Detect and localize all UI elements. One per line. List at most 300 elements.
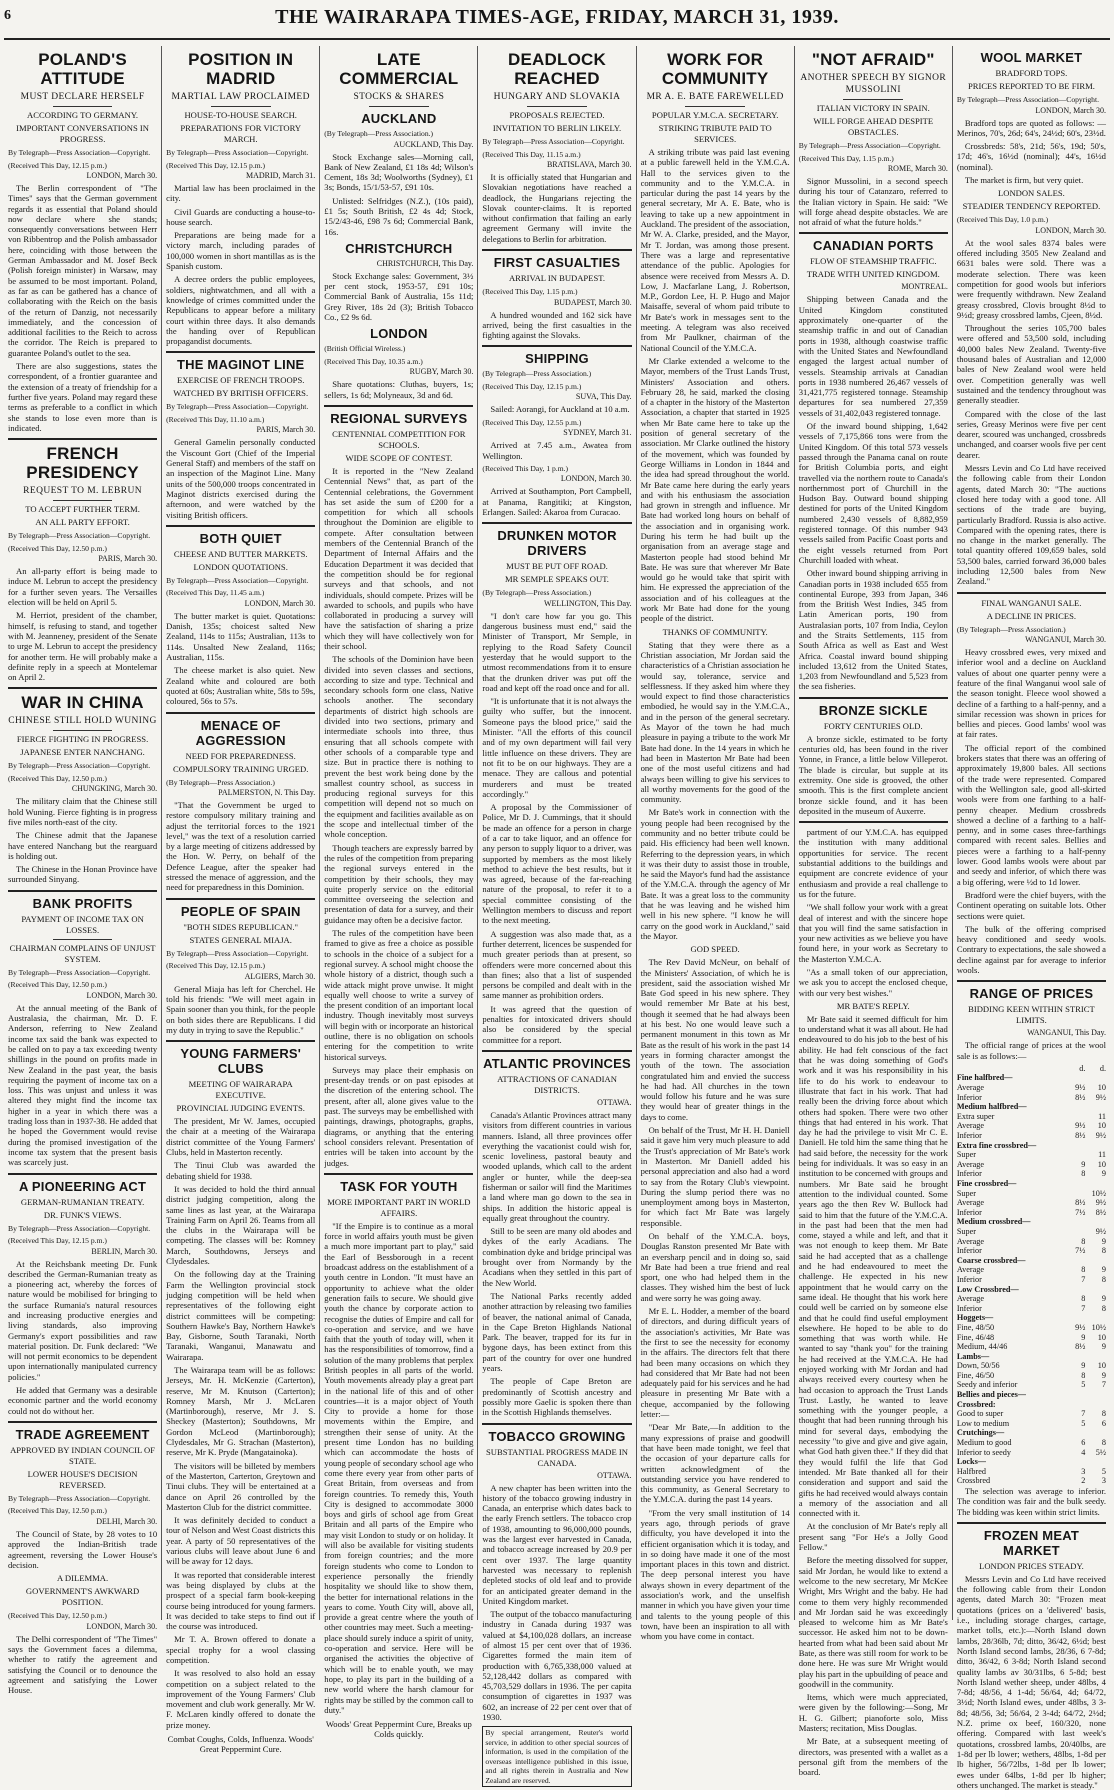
- paragraph: It was reported that considerable interest was being displayed by clubs at the prospect of a special farm book-keeping course being introduced for young farmers. It was decided to take steps to find out if the course was introduced.: [166, 1569, 316, 1632]
- received-time: (Received This Day, 12.15 p.m.): [8, 160, 107, 170]
- subheading: A DILEMMA.: [57, 1573, 109, 1584]
- paragraph: "Dear Mr Bate,—In addition to the many expressions of praise and goodwill that have been made tonight, we feel that the occasion of your departure calls for written acknowledgment of the outstanding service you have rendered to this community, as General Secretary to the Y.M.C.A. during the past 14 years.: [640, 1422, 790, 1505]
- section-heading: CHRISTCHURCH: [345, 240, 453, 256]
- price-cell: [1071, 1428, 1086, 1438]
- subheading: MR SEMPLE SPEAKS OUT.: [505, 574, 609, 585]
- newspaper-page: [4, 4, 1110, 1790]
- table-row: [957, 1457, 1106, 1467]
- section-heading: THANKS OF COMMUNITY.: [662, 626, 768, 637]
- wire-credit: By Telegraph—Press Association—Copyright.: [166, 948, 309, 958]
- table-row: [957, 1160, 1106, 1170]
- subheading: HOUSE-TO-HOUSE SEARCH.: [184, 110, 297, 120]
- wire-credit: By Telegraph—Press Association—Copyright.: [482, 137, 625, 146]
- subheading: APPROVED BY INDIAN COUNCIL OF STATE.: [10, 1444, 156, 1466]
- headline: TOBACCO GROWING: [488, 1428, 626, 1444]
- paragraph: An all-party effort is being made to induce M. Lebrun to accept the presidency for a further seven years. The Versailles election will be held on April 5.: [8, 566, 158, 608]
- article-maginot-line: [166, 357, 315, 519]
- section-heading: LONDON SALES.: [997, 188, 1065, 199]
- newspaper-title: THE WAIRARAPA TIMES-AGE, FRIDAY, MARCH 31, 1939.: [275, 6, 839, 28]
- price-cell: [1085, 1179, 1106, 1189]
- article-separator: [324, 405, 473, 407]
- subheading: DR. FUNK'S VIEWS.: [43, 1209, 122, 1220]
- price-cell: [1071, 1256, 1086, 1266]
- advertisement: Woods' Great Peppermint Cure, Breaks up Colds quickly.: [325, 1719, 472, 1740]
- price-cell: 5: [1081, 1380, 1086, 1390]
- headline: TASK FOR YOUTH: [340, 1178, 458, 1194]
- divider: [53, 500, 113, 501]
- price-cell: 8½: [1075, 1198, 1086, 1208]
- grade-label: Bellies and pieces—: [956, 1390, 1026, 1400]
- grade-label: Average: [956, 1159, 984, 1169]
- grade-label: Inferior: [956, 1092, 982, 1102]
- received-time: (Received This Day, 1.0 p.m.): [956, 215, 1049, 225]
- paragraph: The Council of State, by 28 votes to 10 approved the Indian-British trade agreement, reversing the Lower House's decision.: [8, 1528, 158, 1570]
- masthead: [4, 4, 1110, 40]
- subheading: STRIKING TRIBUTE PAID TO SERVICES.: [658, 123, 772, 144]
- price-cell: 8½: [1075, 1131, 1086, 1141]
- received-time: (Received This Day, 12.15 p.m.): [8, 1236, 107, 1246]
- table-row: [957, 1150, 1106, 1160]
- table-row: [957, 1093, 1106, 1103]
- received-time: (Received This Day, 1 p.m.): [482, 463, 569, 473]
- price-cell: 3: [1101, 1476, 1106, 1486]
- dateline: LONDON, March 30.: [86, 171, 158, 180]
- paragraph: Mr Bate, at a subsequent meeting of directors, was presented with a wallet as a personal gift from the members of the board.: [798, 1736, 948, 1778]
- subheading: STEADIER TENDENCY REPORTED.: [962, 201, 1101, 212]
- subheading: BRADFORD TOPS.: [995, 68, 1068, 78]
- dateline: BUDAPEST, March 30.: [553, 297, 632, 307]
- subheading: STOCKS & SHARES: [353, 92, 445, 102]
- price-cell: 6: [1081, 1438, 1086, 1448]
- paragraph: Messrs Levin and Co Ltd have received the following cable from their London agents, dated March 30: "The auctions closed here today with a good tone. All sections of the trade are buying, particularly Bradford. Russia is also active. Compared with the opening rates, there is no change in the market generally. The total quantity offered 109,659 bales, sold 53,500 bales, carried forward 36,000 bales including 12,500 bales from New Zealand.": [956, 463, 1106, 587]
- dateline: LONDON, March 30.: [86, 1621, 158, 1631]
- received-time: (Received This Day, 11.45 a.m.): [166, 588, 265, 598]
- price-cell: [1071, 1179, 1086, 1189]
- price-cell: [1071, 1150, 1086, 1160]
- paragraph: "As a small token of our appreciation, we ask you to accept the enclosed cheque, with our very best wishes.": [798, 967, 948, 998]
- article-war-in-china: [8, 693, 157, 884]
- column-2: [162, 46, 320, 1755]
- paragraph: Canada's Atlantic Provinces attract many visitors from different countries in various manners. Island, all three provinces offer everything the vacationist could wish for, scenic loveliness, pastoral beauty and wooded uplands, which call to the ardent angler or hunter, while the deep-sea fisherman or sailor will find the Maritimes a land where man go down to the sea in ships. In addition the historic appeal is equally great throughout the country.: [482, 1109, 632, 1223]
- subheading: CHINESE STILL HOLD WUNING: [8, 716, 157, 727]
- paragraph: Bradford tops are quoted as follows: —Merinos, 70's, 26d; 64's, 24½d; 60's, 23½d.: [956, 117, 1106, 138]
- received-time: (Received This Day, 12.50 p.m.): [8, 543, 107, 553]
- table-row: [957, 1419, 1106, 1429]
- subheading: INVITATION TO BERLIN LIKELY.: [492, 123, 622, 133]
- paragraph: On the following day at the Training Farm the Wellington provincial stock judging competition will be held when representatives of the following eight district committees will be competing: Southern Hawke's Bay, Northern Hawke's Bay, Gisborne, South Taranaki, North Taranaki, Wanganui, Manawatu and Wairarapa.: [166, 1269, 316, 1362]
- paragraph: "I don't care how far you go. This dangerous business must end," said the Minister of Transport, Mr Semple, in replying to the Road Safety Council yesterday that he would support to the utmost recommendations from it to ensure that the drunken driver was put off the road and kept off the road once and for all.: [482, 610, 632, 693]
- grade-label: Fine, 46/50: [956, 1370, 995, 1380]
- price-cell: 9: [1101, 1236, 1106, 1246]
- table-row: [957, 1428, 1106, 1438]
- paragraph: Mr Bate said it seemed difficult for him to understand what it was all about. He had endeavoured to do his job to the best of his ability. He had felt conscious of the fact that he was doing something of God's work and it was his responsibility in his life to do his work to endeavour to illustrate that fact in his work. That had really been the driving force about which others had spoken. There were two other things that had entered in his work. That day he had the privilege to visit Mr C. E. Daniell. He told him the same thing that he had said before, the necessity for the work being for individuals. It was so easy in an institution to be concerned with groups and numbers. Mr Bate said he brought attention to the individual counted. Some years ago the then Rev W. Bullock had said to him that the future of the Y.M.C.A. in the past had been that the men had come, stayed a while and left, and that it was not enough to keep them. Mr Bate said he had accepted that as a challenge and he had endeavoured to meet the challenge. He expected in his new appointment that he would carry on the same ideal. He thought that his work here could well be carried on by someone else and that he could find useful employment elsewhere. He hoped to be able to do something that was worth while. He wanted to say "thank you" for the training he had received at the Y.M.C.A. He had enjoyed working with Mr Jordan and had always received every courtesy when he had occasion to approach the Trust Lands Trust. Lastly, he wanted to leave something with the younger people, a thought that had been running through his mind for several days, embodying the necessity "to give and give and give again, what God hath given thee." If they did that they would fulfil the life that God intended. Mr Bate thanked all for their consideration and support and said the gifts he had received would always contain a memory of the association and all connected with it.: [798, 1013, 948, 1519]
- price-cell: 9: [1081, 1361, 1086, 1371]
- table-row: [957, 1179, 1106, 1189]
- article-shipping: [482, 351, 631, 517]
- subheading: LONDON PRICES STEADY.: [979, 1560, 1084, 1571]
- paragraph: The Chinese in the Honan Province have surrounded Sinyang.: [8, 864, 158, 885]
- price-cell: 9½: [1095, 1198, 1106, 1208]
- grade-label: Low to medium: [956, 1418, 1010, 1428]
- table-row: [957, 1102, 1106, 1112]
- paragraph: Mr Bate's work in connection with the young people had been recognised by the community and no better tribute could be paid. His efficiency had been well known. Referring to the depression years, in which it was their duty to assist those in trouble, he said the Mayor's fund had the assistance of the Y.M.C.A. through the agency of Mr Bate. It was a great loss to the community that he was leaving and he wished him well in his new sphere. "I know he will carry on the good work in Auckland," said the Mayor.: [640, 807, 790, 941]
- grade-label: Crutchings—: [956, 1428, 1005, 1438]
- dateline: PARIS, March 30.: [98, 554, 158, 564]
- article-menace-of-aggression: [166, 718, 315, 893]
- paragraph: The Delhi correspondent of "The Times" says the Government faces a dilemma, whether to ratify the agreement and satisfying the Council or to denounce the agreement and satisfying the Lower House.: [8, 1633, 158, 1696]
- dateline: MADRID, March 31.: [245, 171, 316, 180]
- price-cell: 10: [1097, 1361, 1106, 1371]
- table-row: [957, 1294, 1106, 1304]
- wire-credit: By Telegraph—Press Association—Copyright.: [8, 1223, 151, 1233]
- article-separator: [482, 1050, 631, 1052]
- paragraph: Share quotations: Cluthas, buyers, 1s; sellers, 1s 6d; Molyneaux, 3d and 6d.: [324, 379, 474, 400]
- table-row: [957, 1409, 1106, 1419]
- headline: THE MAGINOT LINE: [177, 357, 305, 373]
- price-cell: 7½: [1075, 1207, 1086, 1217]
- table-row: [957, 1304, 1106, 1314]
- price-cell: 7: [1081, 1303, 1086, 1313]
- received-time: (Received This Day, 11.15 a.m.): [482, 149, 581, 159]
- grade-label: Low Crossbred—: [956, 1284, 1019, 1294]
- paragraph: A striking tribute was paid last evening at a public farewell held in the Y.M.C.A. Hall to the services given to the community and to the Y.M.C.A. in particular during the past 14 years by the general secretary, Mr A. E. Bate, who is leaving to take up a new appointment in Auckland. The president of the association, Mr W. A. Clarke, presided, and the Mayor, Mr T. Jordan, was among those present. There was a large and representative attendance of the public. Apologies for absence were received from Messrs A. D. Low, J. Macfarlane Lang, J. Robertson, M.P., Gordon Lee, H. P. Hugo and Major Maisaffe, several of whom paid tribute to Mr Bate's work in messages sent to the meeting. A telegram was also received from Mr Paulkner, chairman of the National Council of the Y.M.C.A.: [640, 147, 790, 353]
- paragraph: "It is unfortunate that it is not always the guilty who suffer, but the innocent. Someone pays the blood price," said the Minister. "All the efforts of this council and of my own department will fail very little influence on these drivers. They are not fit to be on our highways. They are a menace. They are callous and potential murderers and must be treated accordingly.": [482, 696, 632, 799]
- grade-label: Inferior: [956, 1303, 982, 1313]
- advertisement: Combat Coughs, Colds, Influenza. Woods' Great Peppermint Cure.: [167, 1734, 314, 1755]
- grade-label: Super: [956, 1188, 976, 1198]
- price-cell: 8½: [1095, 1207, 1106, 1217]
- grade-label: Fine crossbred—: [956, 1179, 1017, 1188]
- price-cell: 8: [1101, 1246, 1106, 1256]
- section-heading: FINAL WANGANUI SALE.: [981, 597, 1082, 608]
- subheading: CHAIRMAN COMPLAINS OF UNJUST SYSTEM.: [9, 942, 156, 964]
- price-cell: 3: [1081, 1466, 1086, 1476]
- paragraph: The Chinese admit that the Japanese have entered Nanchang but the rearguard is holding out.: [8, 830, 158, 861]
- paragraph: "From the very small institution of 14 years ago, through periods of grave difficulty, you have developed it into the efficient organisation which it is today, and in so doing have made it one of the most important places in this town and district. The deep personal interest you have always shown in every department of the association's work, and the unselfish manner in which you have given your time and talents to the young people of this town, have been an inspiration to all with whom you have come in contact.: [640, 1507, 790, 1642]
- article-task-for-youth: [324, 1179, 473, 1740]
- paragraph: "If the Empire is to continue as a moral force in world affairs youth must be given a much more important part to play," said the Earl of Bessborough in a recent broadcast address on the establishment of a youth centre in London. "It must have an opportunity to achieve what the older generation fails to secure. We should give youth the chance by corporate action to recognise the duties of Empire and call for co-operation and service, and we have faith that the youth of today will, when it has the responsibilities of tomorrow, find a solution of the many problems that perplex British peoples in all parts of the world. Youth movements already play a great part in the national life of this and of other countries—it is a major object of Youth City to provide a home for those movements within the Empire, and strengthen their sense of unity. At the present time London has no building which can accommodate the hosts of young people of secondary school age who come there every year from other parts of Great Britain, from overseas and from foreign countries. To remedy this, Youth City is designed to accommodate 3000 boys and girls of school age from Great Britain and all parts of the Empire who may visit London to study or on holiday. It will also be available for visiting students from foreign countries; and the more foreign students who come to London to experience personally the friendly hospitality we should like to show them, the better for international relations in the years to come. Youth City will, above all, provide a great centre where the youth of other countries may meet. Such a meeting-place should surely induce a spirit of unity, co-operation and service. Here will be organised the activities the objective of which will be to enable youth, we may hope, to play its part in the building of a new world where the harsh clamour for rights may be stilled by the common call to duty.": [324, 1220, 474, 1715]
- price-cell: 10½: [1091, 1322, 1106, 1332]
- paragraph: The cheese market is also quiet. New Zealand white and coloured are both quoted at 60s; Australian white, 58s to 59s, coloured, 56s to 57s.: [166, 665, 316, 707]
- wire-credit: By Telegraph—Press Association—Copyright.: [8, 1493, 151, 1503]
- paragraph: Mr E. L. Hodder, a member of the board of directors, and during difficult years of the association's activities, Mr Bate was the first to see the necessity for economy in the affairs. The directors felt that there had been many occasions on which they had considered that Mr Bate had not been adequately paid for his services and he had pleasure in presenting Mr Bate with a cheque, accompanied by the following letter:—: [640, 1306, 790, 1420]
- table-row: [957, 1256, 1106, 1266]
- paragraph: Mr T. A. Brown offered to donate a special trophy for a wool classing competition.: [166, 1634, 316, 1665]
- grade-label: Down, 50/56: [956, 1361, 1000, 1371]
- price-cell: [1085, 1141, 1106, 1151]
- article-separator: [482, 249, 631, 251]
- received-time: (Received This Day, 12.50 p.m.): [8, 1611, 107, 1621]
- subheading: ANOTHER SPEECH BY SIGNOR MUSSOLINI: [800, 73, 947, 95]
- article-bronze-sickle: [799, 703, 948, 816]
- price-cell: [1071, 1217, 1086, 1227]
- paragraph: The bulk of the offering comprised heavy conditioned and seedy wools. Contrary to expectations, the sale showed a decline against par for average to inferior wools.: [956, 923, 1106, 975]
- received-time: (Received This Day, 12.15 p.m.): [482, 381, 582, 391]
- table-row: [957, 1275, 1106, 1285]
- grade-label: Average: [956, 1121, 984, 1131]
- wire-credit: By Telegraph—Press Association—Copyright.: [8, 148, 151, 157]
- divider: [685, 106, 745, 107]
- price-cell: 10: [1097, 1159, 1106, 1169]
- article-both-quiet: [166, 531, 315, 707]
- price-cell: 8: [1101, 1274, 1106, 1284]
- headline: A PIONEERING ACT: [18, 1178, 147, 1194]
- table-row: [957, 1198, 1106, 1208]
- headline: MENACE OF AGGRESSION: [195, 717, 286, 748]
- table-row: [957, 1141, 1106, 1151]
- price-cell: [1085, 1102, 1106, 1112]
- subheading: HUNGARY AND SLOVAKIA: [493, 92, 621, 102]
- grade-label: Fine, 48/50: [956, 1322, 995, 1332]
- wire-credit: By Telegraph—Press Association—Copyright.: [8, 761, 151, 771]
- article-people-of-spain: [166, 904, 315, 1035]
- paragraph: A new chapter has been written into the history of the tobacco growing industry in Canada, an enterprise which dates back to the early French settlers. The tobacco crop of 1938, amounting to 96,000,000 pounds, was the largest ever harvested in Canada, and tobacco acreage increased by 20.9 per cent over 1937. The large quantity harvested was necessary to replenish depleted stocks of old leaf and to provide for an anticipated greater demand in the United Kingdom market.: [482, 1482, 632, 1606]
- dateline: LONDON, March 30.: [1035, 225, 1106, 235]
- subheading: MEETING OF WAIRARAPA EXECUTIVE.: [188, 1079, 293, 1101]
- received-time: (Received This Day, 12.50 p.m.): [8, 980, 107, 990]
- article-separator: [8, 890, 157, 892]
- table-row: [957, 1333, 1106, 1343]
- columns: [4, 46, 1110, 1790]
- grade-label: Inferior: [956, 1131, 982, 1141]
- subheading: PROVINCIAL JUDGING EVENTS.: [176, 1103, 305, 1114]
- article-wool-market: [957, 50, 1106, 185]
- paragraph: Arrived at 7.45 a.m., Awatea from Wellington.: [482, 440, 632, 461]
- grade-label: Crossbred: [956, 1476, 991, 1486]
- price-cell: [1071, 1141, 1086, 1151]
- received-time: (Received This Day, 12.15 p.m.): [166, 160, 266, 170]
- subheading: LOWER HOUSE'S DECISION REVERSED.: [27, 1468, 138, 1490]
- article-separator: [482, 522, 631, 524]
- price-cell: [1071, 1189, 1086, 1199]
- subheading: FLOW OF STEAMSHIP TRAFFIC.: [810, 256, 937, 267]
- subheading: WATCHED BY BRITISH OFFICERS.: [173, 388, 309, 399]
- table-row: [957, 1361, 1106, 1371]
- price-cell: 9½: [1075, 1322, 1086, 1332]
- price-cell: 10: [1097, 1083, 1106, 1093]
- table-row: [957, 1217, 1106, 1227]
- grade-label: Fine, 46/48: [956, 1332, 995, 1342]
- grade-label: Medium, 44/46: [956, 1342, 1008, 1352]
- headline: WORK FOR COMMUNITY: [661, 50, 769, 88]
- article-atlantic-provinces: [482, 1056, 631, 1418]
- article-trade-agreement: [8, 1427, 157, 1695]
- subheading: TO ACCEPT FURTHER TERM.: [25, 504, 140, 515]
- table-row: [957, 1121, 1106, 1131]
- unit-header: d.: [1099, 1063, 1106, 1073]
- headline: REGIONAL SURVEYS: [330, 410, 468, 426]
- article-deadlock-reached: [482, 50, 631, 244]
- headline: DEADLOCK REACHED: [508, 50, 606, 88]
- subheading: EXERCISE OF FRENCH TROOPS.: [177, 375, 305, 386]
- price-cell: 10½: [1091, 1188, 1106, 1198]
- price-cell: [1071, 1102, 1086, 1112]
- dateline: RUGBY, March 30.: [409, 367, 474, 377]
- grade-label: Extra fine crossbred—: [956, 1140, 1037, 1150]
- article-separator: [8, 1173, 157, 1175]
- article-position-in-madrid: [166, 50, 315, 346]
- price-cell: 9½: [1095, 1226, 1106, 1236]
- subheading: PRICES REPORTED TO BE FIRM.: [967, 81, 1095, 91]
- article-range-of-prices: [957, 986, 1106, 1517]
- paragraph: It was decided to hold the third annual district judging competition, along the same lines as last year, at the Wairarapa Training Farm on April 26. Teams from all the clubs in the Wairarapa will be competing. The classes will be: Romney March, Southdowns, Jerseys and Clydesdales.: [166, 1183, 316, 1267]
- article-separator: [799, 697, 948, 699]
- reuters-notice: By special arrangement, Reuter's world service, in addition to other special sources of information, is used in the compilation of the overseas intelligence published in this issue, and all rights therein in Australia and New Zealand are reserved.: [482, 1726, 631, 1787]
- paragraph: General Miaja has left for Cherchel. He told his friends: "We will meet again in Spain sooner than you think, for the people on both sides there are Republicans. I did my duty in trying to save the Republic.": [166, 983, 316, 1035]
- table-row: [957, 1265, 1106, 1275]
- price-cell: [1085, 1457, 1106, 1467]
- table-row: [957, 1112, 1106, 1122]
- column-4: [478, 46, 636, 1785]
- subheading: "BOTH SIDES REPUBLICAN.": [183, 921, 299, 932]
- price-cell: 8: [1101, 1409, 1106, 1419]
- column-3: [320, 46, 478, 1740]
- paragraph: The Berlin correspondent of "The Times" says that the German government regards it as essential that Poland should now declare where she stands; consequently conversations between Herr von Ribbentrop and the Polish ambassador here, coinciding with those between the German Ambassador and M. Josef Beck (Polish foreign minister) in Warsaw, may be assumed to be most important. Poland, as far as can be gathered has a chance of collaborating with the Reich on the basis of the return of Danzig, not necessarily immediately, and the concession of additional facilities to the Reich to across the corridor. The Reich is prepared to guarantee Poland's outlet to the sea.: [8, 183, 158, 358]
- dateline: PALMERSTON, N. This Day.: [218, 788, 316, 797]
- article-late-commercial: [324, 50, 473, 400]
- price-cell: 7: [1081, 1274, 1086, 1284]
- grade-label: Average: [956, 1265, 984, 1275]
- subheading: SUBSTANTIAL PROGRESS MADE IN CANADA.: [485, 1446, 628, 1468]
- subheading: JAPANESE ENTER NANCHANG.: [20, 747, 145, 758]
- article-separator: [166, 898, 315, 900]
- paragraph: Throughout the series 105,700 bales were offered and 53,500 sold, including 40,000 bales New Zealand. Twenty-five thousand bales of Australian and 12,000 bales of New Zealand wool were held over. Competition generally was well sustained and the tendency throughout was generally steadier.: [956, 323, 1106, 406]
- price-cell: 9: [1081, 1159, 1086, 1169]
- dateline: SUVA, This Day.: [575, 392, 632, 402]
- paragraph: It was definitely decided to conduct a tour of Nelson and West Coast districts this year. A party of 50 representatives of the various clubs will leave about June 6 and will be away for 12 days.: [166, 1515, 316, 1567]
- table-row: [957, 1083, 1106, 1093]
- table-row: [957, 1313, 1106, 1323]
- table-row: [957, 1371, 1106, 1381]
- article-separator: [8, 1421, 157, 1423]
- received-time: (Received This Day, 10.35 a.m.): [324, 356, 423, 366]
- paragraph: The Wairarapa team will be as follows: Jerseys, Mr. H. McKenzie (Carterton), reserve, Mr M. Knutson (Carterton); Romney Marsh, Mr J. McLaren (Martinborough), reserve, Mr J. S. Sheckey (Masterton); Southdowns, Mr Gordon McLeod (Martinborough); Clydesdales, Mr G. Strachan (Masterton), reserve, Mr K. Pryde (Mangatainoka).: [166, 1364, 316, 1458]
- received-time: (Received This Day, 12.50 p.m.): [8, 773, 107, 783]
- grade-label: Extra super: [956, 1111, 995, 1121]
- table-row: [957, 1323, 1106, 1333]
- grade-label: Hoggets—: [956, 1313, 994, 1323]
- price-cell: 2: [1081, 1476, 1086, 1486]
- received-time: (Received This Day, 1.15 p.m.): [798, 153, 894, 163]
- grade-label: Average: [956, 1083, 984, 1093]
- subheading: PAYMENT OF INCOME TAX ON LOSSES.: [21, 913, 144, 935]
- price-cell: 9: [1101, 1294, 1106, 1304]
- table-row: [957, 1285, 1106, 1295]
- article-drunken-motor-drivers: [482, 528, 631, 1045]
- article-canadian-ports: [799, 238, 948, 691]
- grade-label: Average: [956, 1198, 984, 1208]
- headline: BRONZE SICKLE: [818, 702, 928, 718]
- price-cell: [1071, 1073, 1086, 1083]
- dateline: LONDON, March 30.: [1035, 105, 1106, 115]
- price-cell: [1085, 1217, 1106, 1227]
- wire-credit: By Telegraph—Press Association—Copyright.: [8, 967, 151, 977]
- headline: WOOL MARKET: [980, 50, 1083, 65]
- price-cell: 8: [1081, 1169, 1086, 1179]
- wire-credit: By Telegraph—Press Association—Copyright.: [166, 148, 309, 157]
- paragraph: The people of Cape Breton are predominantly of Scottish ancestry and possibly more Gaelic is spoken there than in the Scottish Highlands themselves.: [482, 1376, 632, 1418]
- table-row: [957, 1352, 1106, 1362]
- subheading: COMPULSORY TRAINING URGED.: [173, 763, 309, 774]
- subheading: FORTY CENTURIES OLD.: [823, 720, 923, 731]
- dateline: BRATISLAVA, March 30.: [546, 160, 632, 169]
- dateline: ALGIERS, March 30.: [244, 971, 316, 981]
- price-cell: 7½: [1075, 1246, 1086, 1256]
- paragraph: M. Herriot, president of the chamber, himself, is refusing to stand, and together with M. Jeanneney, president of the Senate to urge M. Lebrun to accept the presidency for another term. He will probably make a definite reply in a speech at Montelemar on April 2.: [8, 610, 158, 683]
- page-number: 6: [4, 8, 11, 23]
- table-row: [957, 1169, 1106, 1179]
- paragraph: On behalf of the Trust, Mr H. H. Daniell said it gave him very much pleasure to add the Trust's appreciation of Mr Bate's work in Masterton. Mr Daniell added his personal appreciation and also had a word to say from the Rotary Club's viewpoint. During the slump period there was no unemployment among boys in Masterton, for which fact Mr Bate was largely responsible.: [640, 1125, 790, 1228]
- price-cell: [1071, 1390, 1086, 1400]
- price-cell: [1085, 1256, 1106, 1266]
- paragraph: A bronze sickle, estimated to be forty centuries old, has been found in the river Yonne, in France, a little below Villeperot. The blade is circular, but supple at its extremity. One side is grooved, the other smooth. This is the first complete ancient bronze sickle found, and it has been deposited in the museum of Auxerre.: [798, 733, 948, 816]
- article-not-afraid: [799, 50, 948, 227]
- headline: POLAND'S ATTITUDE: [38, 50, 127, 88]
- price-cell: 9: [1101, 1370, 1106, 1380]
- price-cell: 9½: [1075, 1083, 1086, 1093]
- table-row: [957, 1208, 1106, 1218]
- dateline: LONDON, March 30.: [244, 598, 316, 608]
- article-separator: [166, 351, 315, 353]
- price-cell: 4: [1081, 1447, 1086, 1457]
- table-row: [957, 1246, 1106, 1256]
- subheading: NEED FOR PREPAREDNESS.: [185, 750, 296, 761]
- subheading: GERMAN-RUMANIAN TREATY.: [20, 1196, 145, 1207]
- price-cell: 9: [1101, 1169, 1106, 1179]
- divider: [369, 106, 429, 107]
- article-separator: [166, 1040, 315, 1042]
- subheading: LONDON QUOTATIONS.: [193, 561, 288, 572]
- article-work-for-community: [641, 50, 790, 1642]
- headline: WAR IN CHINA: [21, 693, 144, 713]
- column-5: [637, 46, 795, 1642]
- wire-credit: (British Official Wireless.): [324, 344, 406, 354]
- grade-label: Super: [956, 1226, 976, 1236]
- subheading: MUST BE PUT OFF ROAD.: [506, 561, 608, 572]
- grade-label: Inferior to seedy: [956, 1447, 1011, 1457]
- wire-credit: (By Telegraph—Press Association.): [324, 129, 434, 138]
- article-bank-profits: [8, 896, 157, 1168]
- grade-label: Coarse crossbred—: [956, 1255, 1026, 1265]
- price-cell: 7: [1081, 1409, 1086, 1419]
- price-cell: 8: [1081, 1294, 1086, 1304]
- subheading: ARRIVAL IN BUDAPEST.: [508, 273, 606, 284]
- paragraph: Other inward bound shipping arriving in Canadian ports in 1938 included 655 from continental Europe, 393 from Japan, 346 from the British West Indies, 345 from Latin American ports, 190 from Australasian ports, 107 from India, Ceylon and the Straits Settlements, 115 from South Africa as well as East and West Africa. Coastal inward bound shipping included 13,612 from the United States, 1,203 from Newfoundland and 5,523 from the sea fisheries.: [798, 568, 948, 692]
- paragraph: Crossbreds: 58's, 21d; 56's, 19d; 50's, 17d; 46's, 16½d (nominal); 44's, 16½d (nominal).: [956, 141, 1106, 172]
- article-separator: [957, 592, 1106, 594]
- paragraph: "We shall follow your work with a great deal of interest and with the sincere hope that you will find the same satisfaction in your new activities as we believe you have found here, in your work as Secretary to the Masterton Y.M.C.A.: [798, 902, 948, 964]
- wire-credit: By Telegraph—Press Association—Copyright.: [166, 402, 309, 412]
- article-polands-attitude: [8, 50, 157, 433]
- paragraph: Stock Exchange sales: Government, 3½ per cent stock, 1953-57, £91 10s; Commercial Bank of Australia, 15s 11d; Grey River, 18s 2d (3); British Tobacco Co., £2 9s 6d.: [324, 270, 474, 323]
- paragraph: "That the Government be urged to restore compulsory military training and adjust the territorial forces to the 1921 level," was the text of a resolution carried by a large meeting of citizens addressed by the Hon. W. Perry, on behalf of the Defence League, after the speaker had stressed the menace of aggression, and the need for preparedness in this Dominion.: [166, 800, 316, 893]
- dateline: WELLINGTON, This Day.: [543, 598, 632, 608]
- headline: BOTH QUIET: [199, 530, 282, 546]
- paragraph: The visitors will be billeted by members of the Masterton, Carterton, Greytown and Tinui clubs. They will be entertained at a dance on April 26 controlled by the Masterton Club for the district committee.: [166, 1460, 316, 1512]
- price-cell: [1071, 1457, 1086, 1467]
- received-time: (Received This Day, 12.50 p.m.): [8, 1506, 107, 1516]
- price-cell: [1071, 1112, 1086, 1122]
- grade-label: Medium halfbred—: [956, 1102, 1027, 1112]
- divider: [843, 99, 903, 100]
- subheading: AN ALL PARTY EFFORT.: [35, 517, 130, 528]
- paragraph: Of the inward bound shipping, 1,642 vessels of 7,175,866 tons were from the United Kingdom. Of this total 573 vessels passed through the Panama canal on route for British Columbia ports, and eight travelled via the northern route to Canada's northernmost port of Churchill in the Hudson Bay. Outward bound shipping destined for ports of the United Kingdom numbered 2,430 vessels of 8,882,959 registered tonnage. Of this number 943 vessels sailed from Pacific Coast ports and the eight vessels returned from Port Churchill loaded with wheat.: [798, 421, 948, 565]
- paragraph: There are also suggestions, states the correspondent, of a frontier guarantee and the extension of a treaty of friendship for a further five years. Poland may regard these terms as preferable to a conflict in which she stands to lose even more than is indicated.: [8, 361, 158, 433]
- received-time: (Received This Day, 11.10 a.m.): [166, 414, 265, 424]
- table-row: [957, 1467, 1106, 1477]
- paragraph: Still to be seen are many old abodes and dykes of the early Acadians. The combination dyke and bridge principal was brought over from Normandy by the Acadians when they settled in this part of the New World.: [482, 1226, 632, 1288]
- paragraph: General Gamelin personally conducted the Viscount Gort (Chief of the Imperial General Staff) and members of the staff on an inspection of the Maginot Line. Many units of the 500,000 troops concentrated in Maginot districts exercised during the afternoon, and were watched by the visiting British officers.: [166, 437, 316, 520]
